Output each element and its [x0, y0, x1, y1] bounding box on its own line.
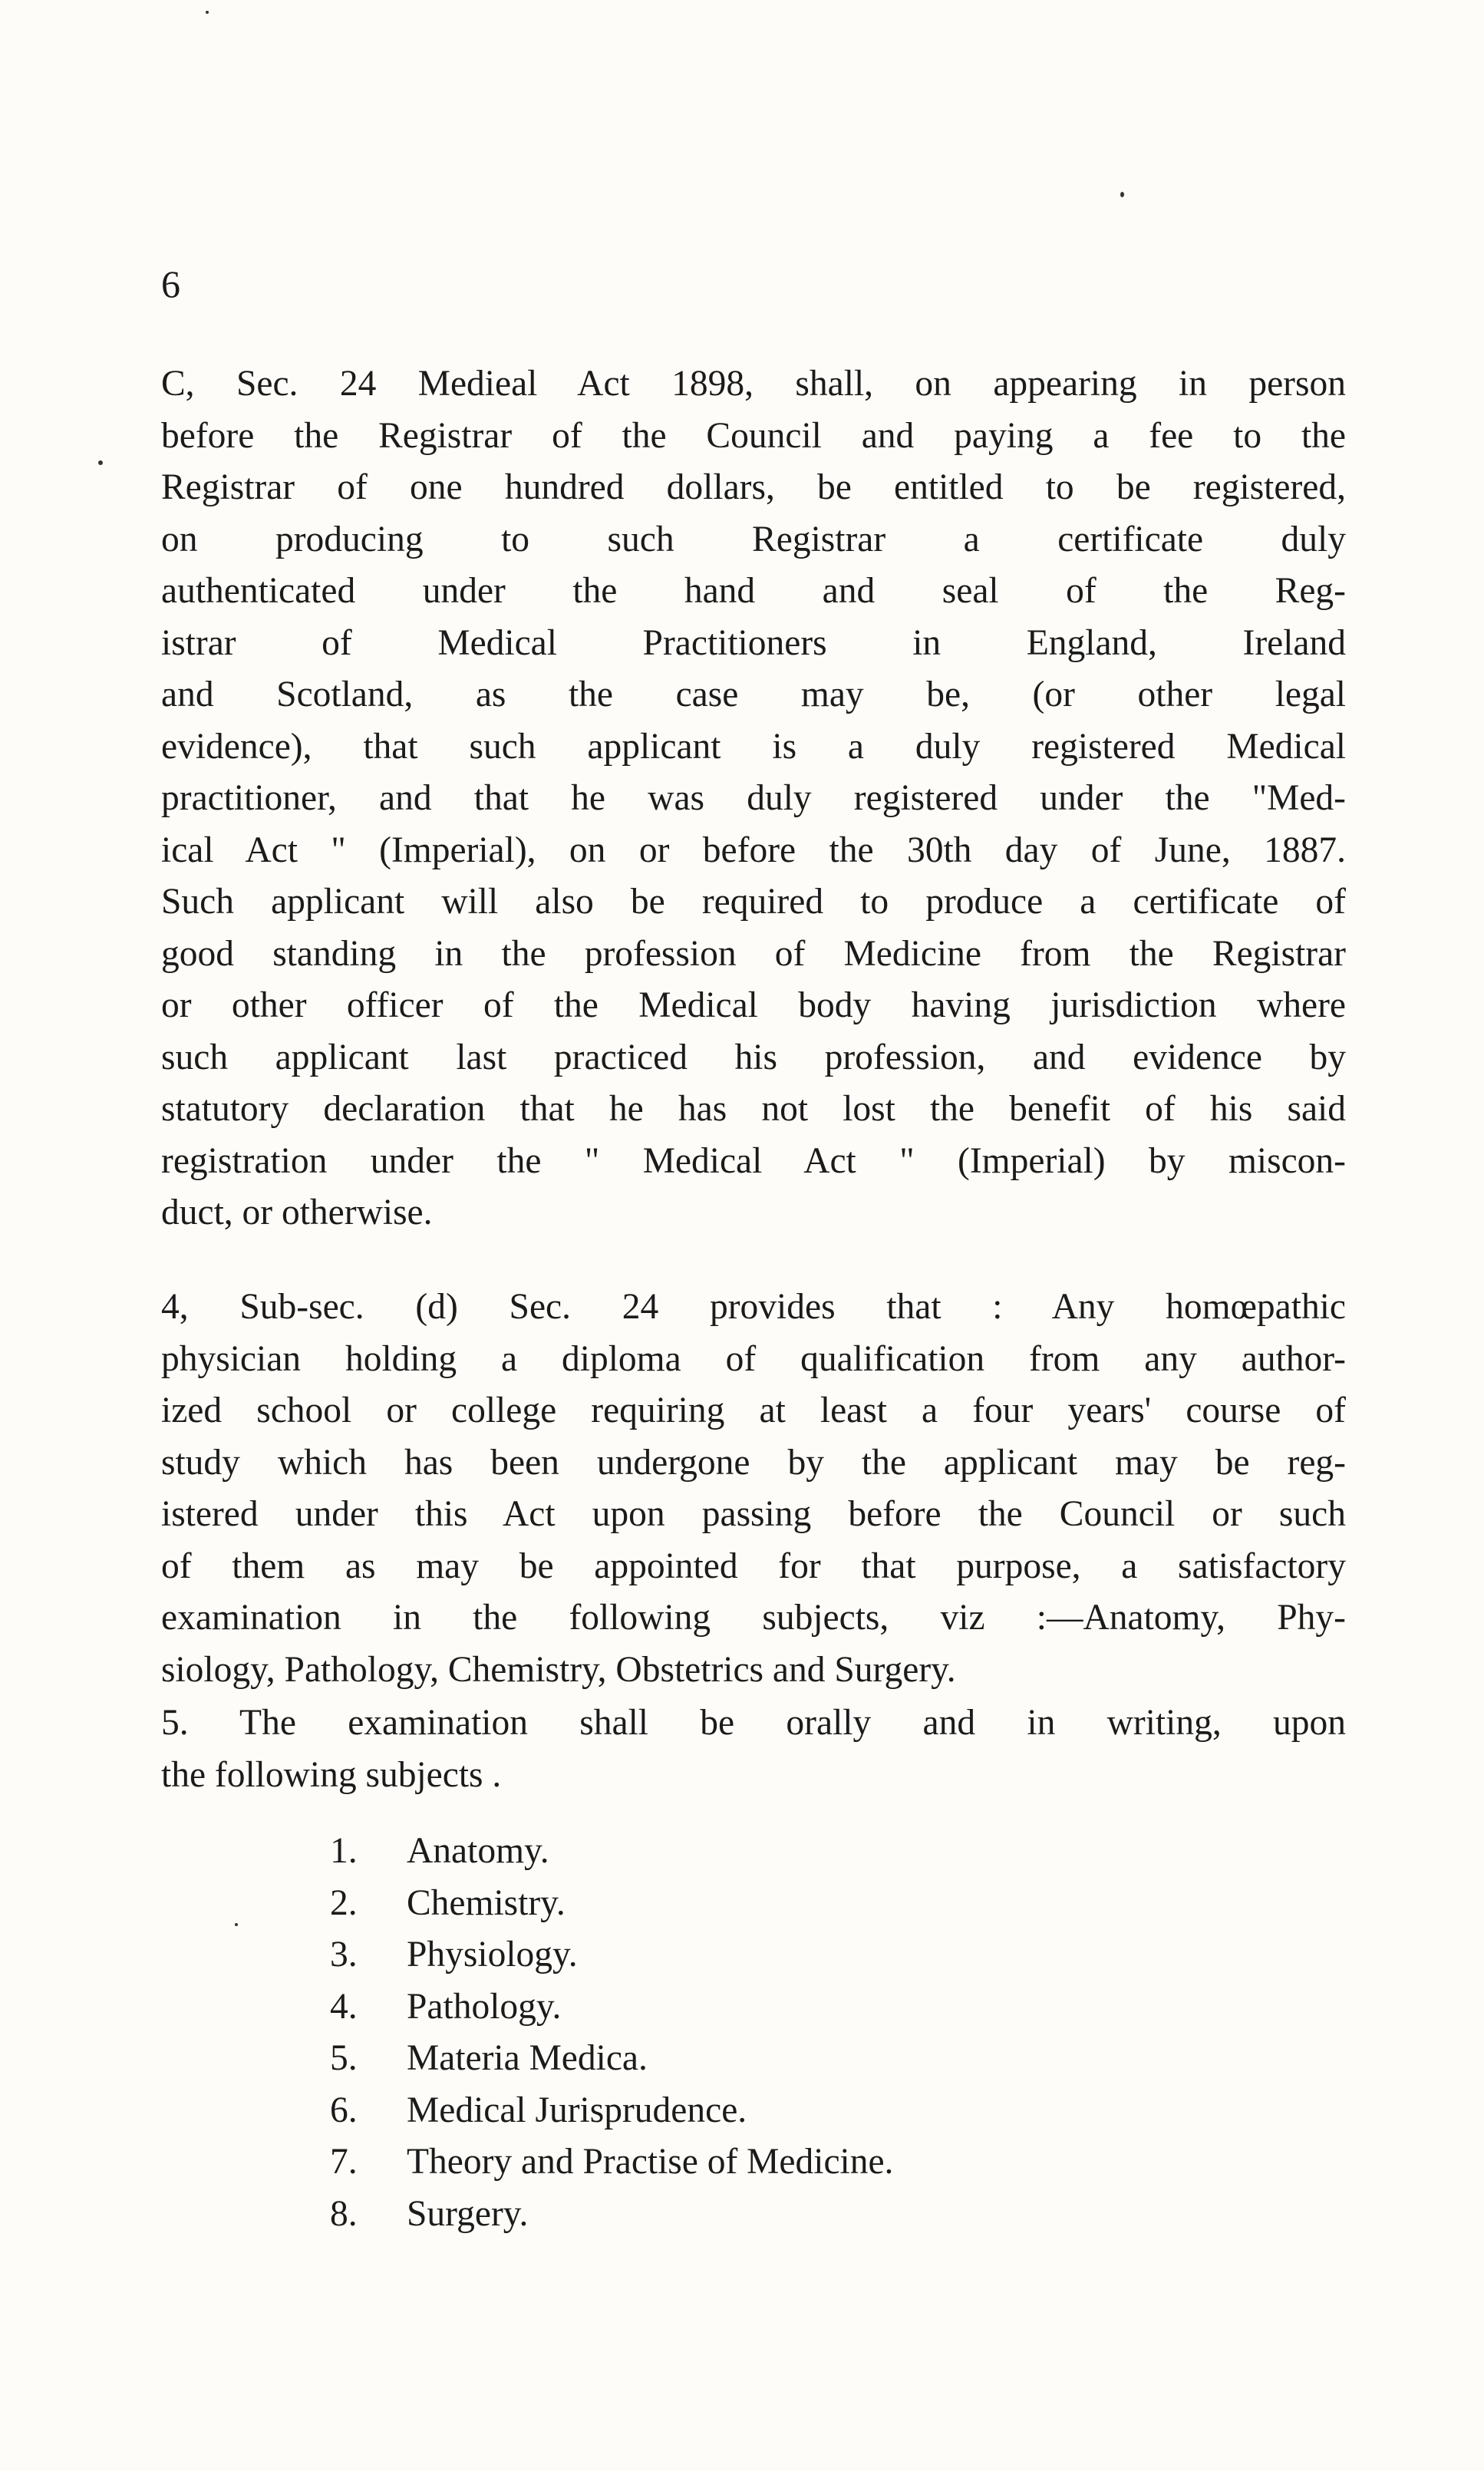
- text-line: the following subjects .: [161, 1754, 502, 1795]
- text-line: before the Registrar of the Council and paying a fee to the: [161, 415, 1346, 456]
- scan-speck: [206, 11, 209, 14]
- subject-item: [330, 2136, 893, 2189]
- text-line: such applicant last practiced his profession, and evidence by: [161, 1037, 1346, 1077]
- subject-item: [330, 1981, 893, 2034]
- subject-name: Materia Medica.: [407, 2038, 648, 2078]
- subject-number: 4.: [330, 1986, 358, 2027]
- text-line: C, Sec. 24 Medieal Act 1898, shall, on appearing in person: [161, 364, 1346, 404]
- subject-item: [330, 1878, 893, 1930]
- subject-number: 8.: [330, 2193, 358, 2234]
- text-line: and Scotland, as the case may be, (or other legal: [161, 675, 1346, 714]
- text-line: study which has been undergone by the applicant may be reg-: [161, 1442, 1346, 1483]
- text-line: registration under the " Medical Act " (Imperial) by miscon-: [161, 1140, 1346, 1181]
- subject-number: 1.: [330, 1831, 358, 1871]
- subject-item: [330, 2033, 893, 2085]
- text-line: good standing in the profession of Medicine from the Registrar: [161, 933, 1346, 974]
- subject-item: [330, 1929, 893, 1981]
- text-line: evidence), that such applicant is a duly registered Medical: [161, 726, 1346, 767]
- scan-speck: [98, 460, 103, 465]
- paragraph-homoeopathic-registration: [161, 1282, 1346, 1696]
- subject-name: Physiology.: [407, 1935, 578, 1974]
- page-number: 6: [161, 262, 180, 305]
- subject-number: 5.: [330, 2038, 358, 2078]
- subject-name: Chemistry.: [407, 1882, 566, 1923]
- subject-name: Anatomy.: [407, 1831, 549, 1871]
- text-line: practitioner, and that he was duly registered under the "Med-: [161, 778, 1346, 818]
- text-line: ical Act " (Imperial), on or before the 30th day of June, 1887.: [161, 830, 1346, 870]
- subject-name: Theory and Practise of Medicine.: [407, 2142, 894, 2182]
- subject-item: [330, 2085, 893, 2137]
- subject-number: 7.: [330, 2142, 358, 2182]
- text-line: Such applicant will also be required to produce a certificate of: [161, 882, 1346, 922]
- text-line: siology, Pathology, Chemistry, Obstetrics and Surgery.: [161, 1649, 956, 1690]
- text-line: istered under this Act upon passing before the Council or such: [161, 1494, 1346, 1534]
- subject-number: 6.: [330, 2090, 358, 2130]
- text-line: examination in the following subjects, viz :—Anatomy, Phy-: [161, 1598, 1346, 1638]
- text-line: duct, or otherwise.: [161, 1193, 433, 1232]
- text-line: physician holding a diploma of qualification from any author-: [161, 1338, 1346, 1379]
- text-line: authenticated under the hand and seal of the Reg-: [161, 571, 1346, 611]
- paragraph-registration-requirements: [161, 358, 1346, 1239]
- text-line: statutory declaration that he has not lost the benefit of his said: [161, 1089, 1346, 1129]
- paragraph-examination-subjects-intro: [161, 1697, 1346, 1801]
- subject-number: 2.: [330, 1882, 358, 1923]
- scan-speck: [1120, 192, 1124, 197]
- subject-name: Pathology.: [407, 1986, 562, 2027]
- subject-name: Medical Jurisprudence.: [407, 2090, 747, 2130]
- text-line: 5. The examination shall be orally and in writing, upon: [161, 1703, 1346, 1743]
- text-line: or other officer of the Medical body having jurisdiction where: [161, 985, 1346, 1025]
- text-line: on producing to such Registrar a certificate duly: [161, 519, 1346, 559]
- text-line: ized school or college requiring at least a four years' course of: [161, 1391, 1346, 1430]
- subject-name: Surgery.: [407, 2193, 529, 2234]
- examination-subjects-list: [330, 1826, 893, 2240]
- text-line: of them as may be appointed for that purpose, a satisfactory: [161, 1546, 1346, 1586]
- text-line: Registrar of one hundred dollars, be entitled to be registered,: [161, 467, 1346, 507]
- text-line: istrar of Medical Practitioners in England, Ireland: [161, 622, 1346, 663]
- text-line: 4, Sub-sec. (d) Sec. 24 provides that : Any homœpathic: [161, 1287, 1346, 1327]
- subject-item: [330, 2189, 893, 2241]
- subject-item: [330, 1826, 893, 1878]
- scan-speck: [235, 1923, 238, 1926]
- subject-number: 3.: [330, 1935, 358, 1974]
